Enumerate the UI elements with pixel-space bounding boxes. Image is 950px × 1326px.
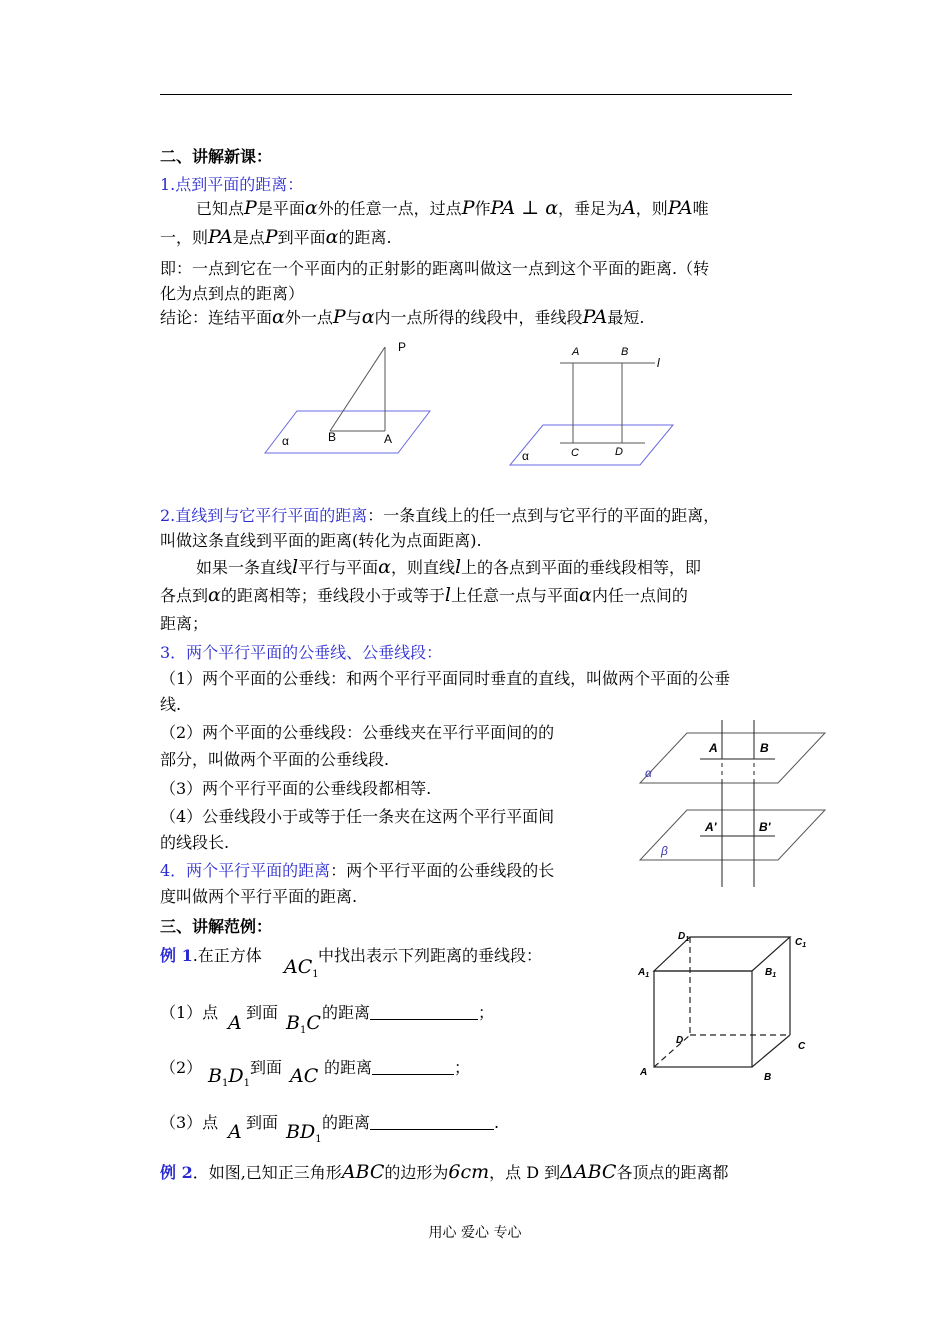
s4-line2: 度叫做两个平行平面的距离. [160, 887, 358, 906]
fig1-label-a: A [384, 432, 393, 446]
figure-point-plane [260, 335, 440, 465]
cube-label-c1: $C_1$ [795, 937, 807, 949]
s2-line5: 距离； [160, 614, 209, 633]
fig3-label-b2: B' [759, 820, 771, 834]
s2-line2: 叫做这条直线到平面的距离(转化为点面距离). [160, 531, 482, 550]
cube-label-a: A [640, 1067, 648, 1078]
ex1-q1-to: 到面 [246, 1003, 279, 1022]
s3-item4b: 的线段长. [160, 833, 230, 852]
s3-item3: （3）两个平行平面的公垂线段都相等. [160, 779, 432, 798]
ex1-ac1: $AC_1$ [284, 956, 319, 980]
fig3-label-alpha: α [645, 766, 652, 780]
fig3-label-beta: β [661, 844, 668, 858]
s3-title: 3．两个平行平面的公垂线、公垂线段： [160, 643, 443, 662]
s1-ji-line1: 即：一点到它在一个平面内的正射影的距离叫做这一点到这个平面的距离.（转 [160, 259, 710, 278]
ex1-q3-answer: 的距离 . [322, 1113, 500, 1132]
cube-label-a1: $A_1$ [638, 967, 650, 979]
fig2-label-l: l [657, 356, 660, 370]
ex1-q1-b1c: $B_1C$ [286, 1012, 321, 1036]
s2-line1: 2.直线到与它平行平面的距离：一条直线上的任一点到与它平行的平面的距离， [160, 506, 720, 525]
cube-label-b: B [764, 1072, 772, 1083]
plane-alpha-shape-2 [510, 425, 673, 465]
figure-cube [632, 925, 822, 1085]
ex1-q2-ac: AC [290, 1065, 319, 1087]
s1-para-line1: 已知点P是平面α外的任意一点，过点P作PA ⊥ α，垂足为A，则PA唯 [196, 197, 709, 219]
s2-line3: 如果一条直线l平行与平面α，则直线l上的各点到平面的垂线段相等，即 [196, 556, 702, 578]
fig2-label-a: A [572, 346, 580, 358]
page-footer: 用心 爱心 专心 [428, 1225, 522, 1241]
figure-parallel-planes [635, 715, 835, 895]
fig1-label-b: B [328, 430, 337, 444]
answer-blank-2[interactable] [372, 1074, 454, 1075]
cube-label-c: C [798, 1041, 806, 1052]
fig3-label-a2: A' [705, 820, 717, 834]
s3-item1b: 线. [160, 695, 182, 714]
fig2-label-alpha: α [522, 449, 529, 463]
cube-label-b1: $B_1$ [765, 967, 777, 979]
ex1-q3-bd1: $BD_1$ [286, 1121, 322, 1145]
section-3-title: 三、讲解范例： [160, 917, 273, 936]
ex1-q3-prefix: （3）点 [160, 1113, 219, 1132]
fig2-label-b: B [621, 346, 629, 358]
figure-line-plane [505, 335, 685, 475]
ex1-q3-to: 到面 [246, 1113, 279, 1132]
s3-item2a: （2）两个平面的公垂线段：公垂线夹在平行平面间的的 [160, 723, 555, 742]
answer-blank-1[interactable] [370, 1019, 478, 1020]
s4-line1: 4．两个平行平面的距离：两个平行平面的公垂线段的长 [160, 861, 555, 880]
s3-item1a: （1）两个平面的公垂线：和两个平行平面同时垂直的直线，叫做两个平面的公垂 [160, 669, 731, 688]
ex1-q1-prefix: （1）点 [160, 1003, 219, 1022]
ex1-line: 例 1.在正方体 [160, 946, 262, 965]
cube-label-d1: $D_1$ [678, 931, 690, 943]
s1-para-line2: 一，则PA是点P到平面α的距离. [160, 226, 392, 248]
ex1-q2-answer: 的距离 ； [324, 1058, 471, 1077]
section-2-title: 二、讲解新课： [160, 147, 273, 166]
fig3-label-a: A [709, 741, 718, 755]
fig2-label-c: C [571, 447, 579, 459]
fig1-label-alpha: α [282, 434, 289, 448]
s3-item2b: 部分，叫做两个平面的公垂线段. [160, 750, 390, 769]
ex1-q2-b1d1: $B_1D_1$ [208, 1065, 250, 1089]
answer-blank-3[interactable] [370, 1129, 494, 1130]
ex1-q2-prefix: （2） [160, 1058, 203, 1077]
ex1-q2-to: 到面 [250, 1058, 283, 1077]
plane-alpha-top [640, 733, 825, 783]
fig1-label-p: P [398, 340, 407, 354]
ex1-q3-a: A [228, 1121, 242, 1143]
slant-line [330, 347, 385, 431]
fig2-label-d: D [615, 446, 623, 458]
cube-label-d: D [676, 1035, 684, 1046]
plane-alpha-shape [265, 411, 430, 453]
s2-line4: 各点到α的距离相等；垂线段小于或等于l上任意一点与平面α内任一点间的 [160, 584, 688, 606]
ex1-q1-answer: 的距离 ； [322, 1003, 495, 1022]
ex1-q1-a: A [228, 1012, 242, 1034]
s1-ji-line2: 化为点到点的距离） [160, 284, 305, 303]
s1-title: 1.点到平面的距离： [160, 175, 304, 194]
header-rule [160, 94, 792, 95]
ex2-line: 例 2．如图,已知正三角形ABC的边形为6cm，点 D 到ΔABC各顶点的距离都 [160, 1161, 729, 1183]
fig3-label-b: B [760, 741, 769, 755]
s3-item4a: （4）公垂线段小于或等于任一条夹在这两个平行平面间 [160, 807, 555, 826]
ex1-text-b: 中找出表示下列距离的垂线段： [318, 946, 543, 965]
s1-conclusion: 结论：连结平面α外一点P与α内一点所得的线段中，垂线段PA最短. [160, 306, 645, 328]
